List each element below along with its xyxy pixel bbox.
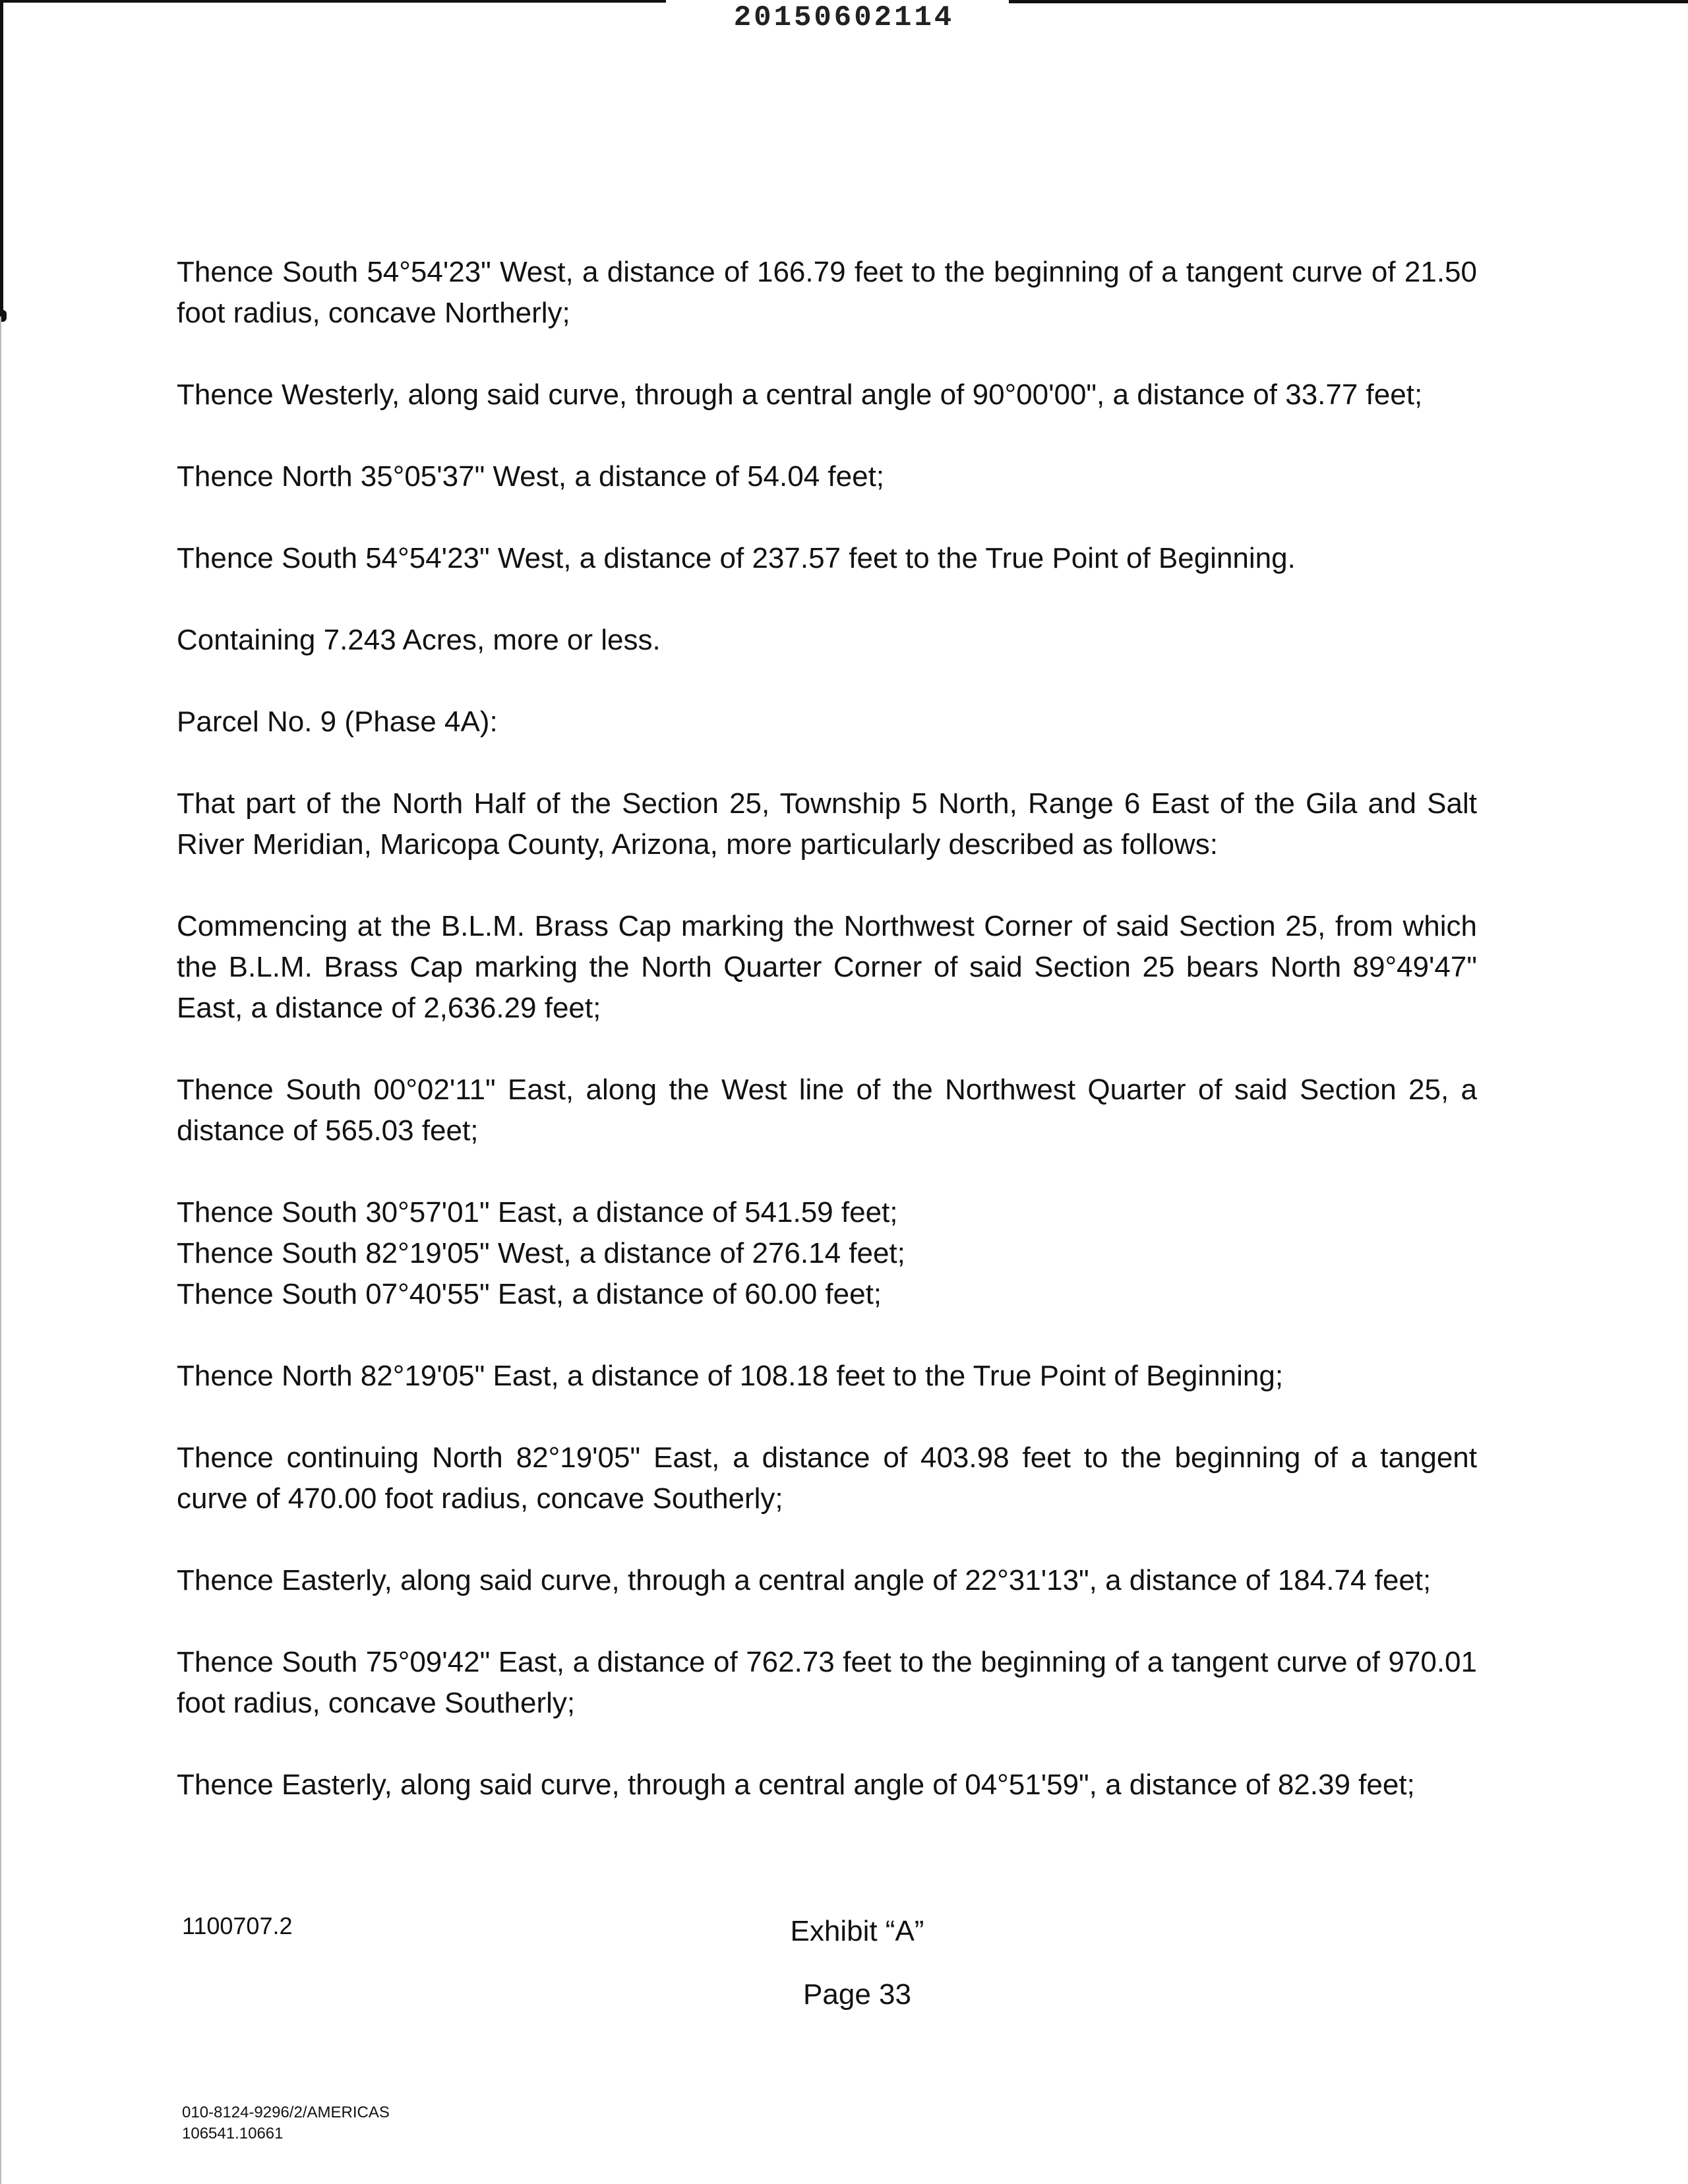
legal-description: [177, 252, 1477, 1846]
footer-code-line: 106541.10661: [182, 2125, 284, 2142]
paragraph: Thence Easterly, along said curve, through a central angle of 22°31'13", a distance of 184.74 feet;: [177, 1564, 1432, 1596]
exhibit-footer: [712, 1915, 1002, 2015]
paragraph: Thence continuing North 82°19'05" East, a distance of 403.98 feet to the beginning of a tangent curve of 470.00 foot radius, concave Southerly;: [177, 1441, 1477, 1515]
footer-code-line: 010-8124-9296/2/AMERICAS: [182, 2104, 390, 2121]
paragraph: Thence South 75°09'42" East, a distance of 762.73 feet to the beginning of a tangent curve of 970.01 foot radius, concave Southerly;: [177, 1646, 1477, 1719]
recording-number: 20150602114: [733, 1, 955, 34]
scan-left-edge: [0, 0, 3, 317]
paragraph: Thence South 54°54'23" West, a distance of 166.79 feet to the beginning of a tangent curve of 21.50 foot radius, concave Northerly;: [177, 256, 1477, 329]
paragraph: That part of the North Half of the Section 25, Township 5 North, Range 6 East of the Gila and Salt River Meridian, Maricopa County, Arizona, more particularly described as follows:: [177, 787, 1477, 861]
document-reference: 1100707.2: [182, 1912, 293, 1939]
paragraph: Thence South 54°54'23" West, a distance of 237.57 feet to the True Point of Beginning.: [177, 542, 1296, 574]
scan-left-edge-faint: [0, 317, 1, 2184]
paragraph: Thence South 00°02'11" East, along the West line of the Northwest Quarter of said Section 25, a distance of 565.03 feet;: [177, 1074, 1477, 1147]
course-line: Thence South 82°19'05" West, a distance of 276.14 feet;: [177, 1237, 905, 1269]
paragraph: Commencing at the B.L.M. Brass Cap marking the Northwest Corner of said Section 25, from which the B.L.M. Brass Cap marking the North Quarter Corner of said Section 25 bears North 89°49'47" East, a distance of 2,636.29 feet;: [177, 910, 1477, 1024]
paragraph: Containing 7.243 Acres, more or less.: [177, 624, 661, 656]
paragraph: Thence North 82°19'05" East, a distance of 108.18 feet to the True Point of Beginning;: [177, 1360, 1284, 1392]
course-line: Thence South 07°40'55" East, a distance of 60.00 feet;: [177, 1278, 882, 1310]
exhibit-label: Exhibit “A”: [790, 1915, 924, 1947]
paragraph: Thence Westerly, along said curve, through a central angle of 90°00'00", a distance of 33.77 feet;: [177, 379, 1423, 411]
page-number: Page 33: [803, 1978, 911, 2011]
paragraph: Thence Easterly, along said curve, through a central angle of 04°51'59", a distance of 82.39 feet;: [177, 1769, 1415, 1801]
parcel-heading: Parcel No. 9 (Phase 4A):: [177, 706, 498, 738]
footer-codes: [182, 2102, 390, 2144]
course-line: Thence South 30°57'01" East, a distance of 541.59 feet;: [177, 1196, 898, 1228]
paragraph: Thence North 35°05'37" West, a distance of 54.04 feet;: [177, 460, 885, 493]
